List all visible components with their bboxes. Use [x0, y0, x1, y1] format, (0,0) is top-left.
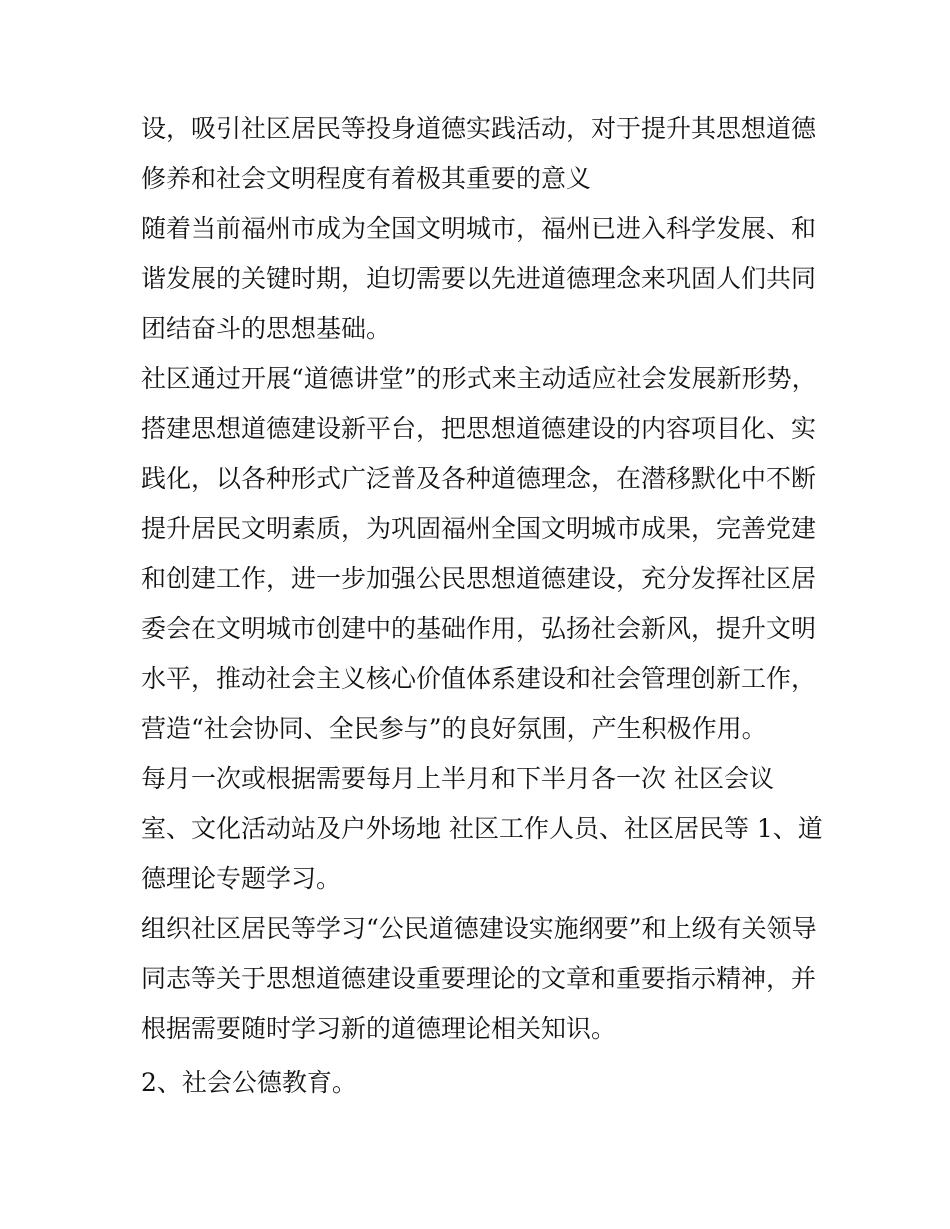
text-line: 社区通过开展“道德讲堂”的形式来主动适应社会发展新形势， [141, 364, 817, 393]
text-line: 同志等关于思想道德建设重要理论的文章和重要指示精神，并 [141, 964, 817, 993]
text-line: 和创建工作，进一步加强公民思想道德建设，充分发挥社区居 [141, 564, 817, 593]
text-line: 营造“社会协同、全民参与”的良好氛围，产生积极作用。 [141, 714, 767, 743]
text-line: 2、社会公德教育。 [141, 1068, 357, 1097]
text-line: 设，吸引社区居民等投身道德实践活动，对于提升其思想道德 [141, 114, 817, 143]
text-line: 室、文化活动站及户外场地 社区工作人员、社区居民等 1、道 [141, 814, 823, 843]
text-line: 每月一次或根据需要每月上半月和下半月各一次 社区会议 [141, 764, 774, 793]
text-line: 委会在文明城市创建中的基础作用，弘扬社会新风，提升文明 [141, 614, 817, 643]
text-line: 水平，推动社会主义核心价值体系建设和社会管理创新工作， [141, 664, 817, 693]
text-line: 根据需要随时学习新的道德理论相关知识。 [141, 1014, 617, 1043]
document-body [141, 104, 821, 1108]
text-line: 随着当前福州市成为全国文明城市，福州已进入科学发展、和 [141, 214, 817, 243]
text-line: 搭建思想道德建设新平台，把思想道德建设的内容项目化、实 [141, 414, 817, 443]
text-line: 提升居民文明素质，为巩固福州全国文明城市成果，完善党建 [141, 514, 817, 543]
text-line: 谐发展的关键时期，迫切需要以先进道德理念来巩固人们共同 [141, 264, 817, 293]
text-line: 组织社区居民等学习“公民道德建设实施纲要”和上级有关领导 [141, 914, 817, 943]
text-line: 德理论专题学习。 [141, 864, 342, 893]
text-line: 践化，以各种形式广泛普及各种道德理念，在潜移默化中不断 [141, 464, 817, 493]
text-line: 修养和社会文明程度有着极其重要的意义 [141, 164, 592, 193]
text-line: 团结奋斗的思想基础。 [141, 314, 392, 343]
